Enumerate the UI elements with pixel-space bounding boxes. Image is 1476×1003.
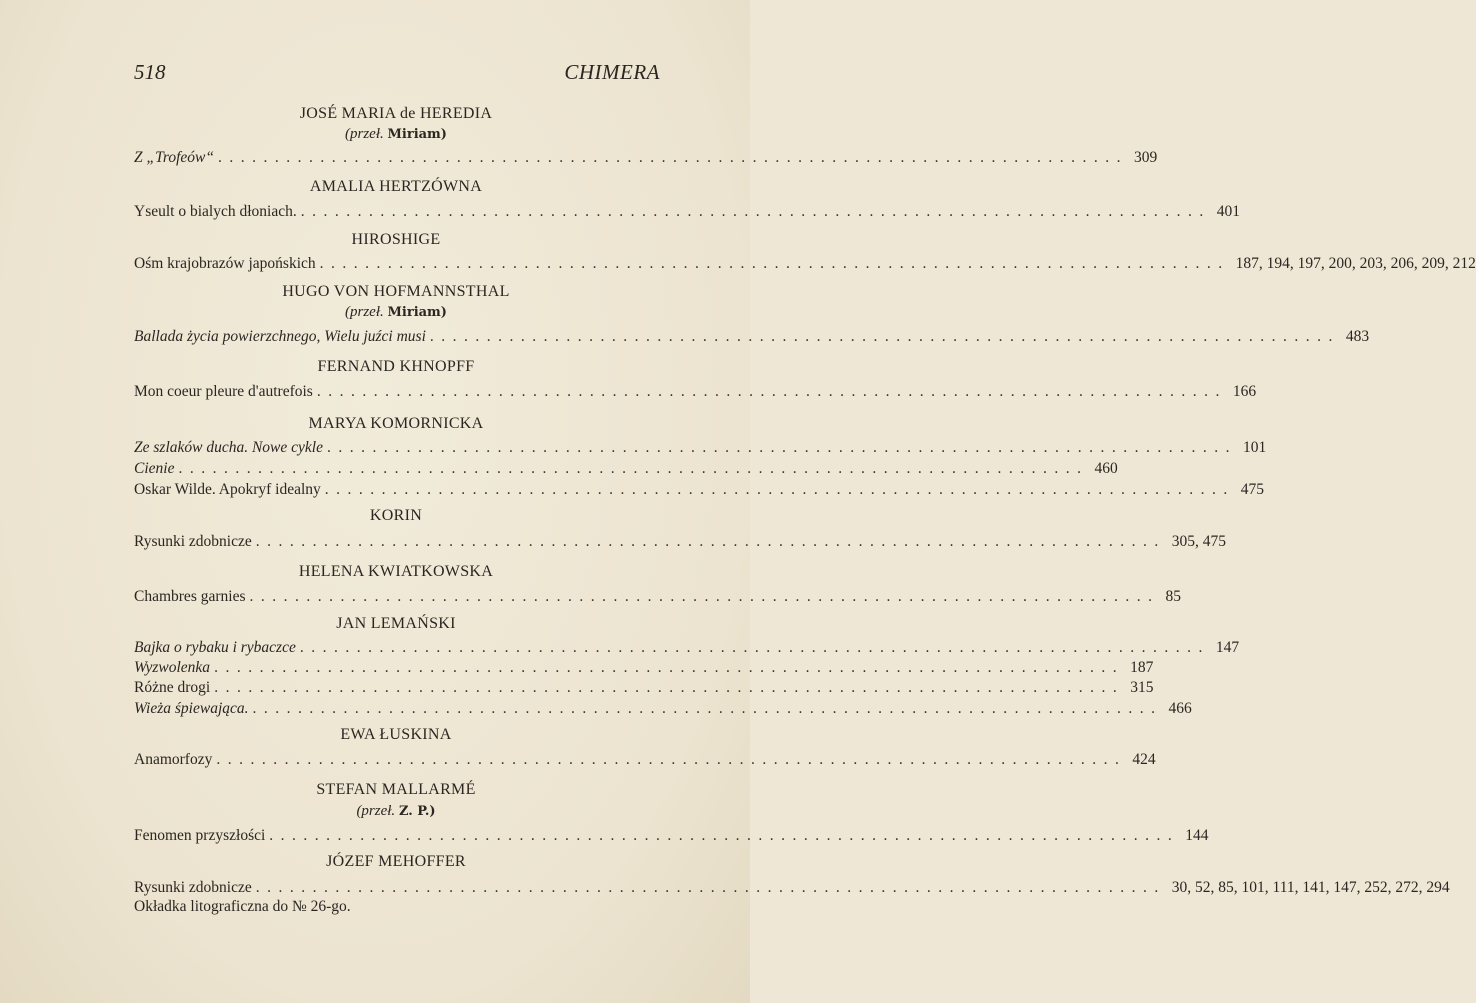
entry-pages: 166	[1232, 383, 1257, 400]
dot-leader: ................................................................................	[324, 481, 1235, 498]
entry-title: Z „Trofeów“	[134, 149, 214, 166]
translator-name: Z. P.)	[398, 804, 436, 819]
dot-leader: ................................................................................	[269, 827, 1180, 844]
index-entry	[134, 382, 1257, 402]
dot-leader: ................................................................................	[252, 700, 1163, 717]
entry-pages: 483	[1345, 328, 1370, 345]
index-entry	[134, 826, 1209, 846]
entry-pages: 401	[1216, 203, 1240, 220]
dot-leader: ................................................................................	[214, 679, 1125, 696]
entry-title: Różne drogi	[134, 679, 211, 696]
author-heading: JAN LEMAŃSKI	[336, 615, 456, 632]
entry-title: Oskar Wilde. Apokryf idealny	[134, 481, 321, 498]
author-heading: AMALIA HERTZÓWNA	[309, 178, 483, 195]
entry-pages: 475	[1240, 481, 1265, 498]
index-entry	[134, 638, 1240, 658]
translator-note	[134, 801, 658, 821]
page-number: 518	[134, 60, 166, 84]
index-entry	[134, 480, 1265, 500]
entry-title: Wieża śpiewająca.	[134, 700, 249, 717]
author-heading: HIROSHIGE	[351, 231, 441, 248]
author-heading: HUGO VON HOFMANNSTHAL	[282, 283, 510, 300]
entry-title: Cienie	[134, 460, 175, 477]
author-heading: HELENA KWIATKOWSKA	[298, 563, 494, 580]
translator-prefix: (przeł.	[345, 126, 384, 142]
dot-leader: ................................................................................	[214, 659, 1125, 676]
running-title: CHIMERA	[564, 60, 660, 84]
author-heading: EWA ŁUSKINA	[340, 726, 452, 743]
entry-pages: 144	[1185, 827, 1209, 844]
entry-pages: 147	[1215, 639, 1240, 656]
entry-title: Rysunki zdobnicze	[134, 533, 252, 550]
author-heading: JÓZEF MEHOFFER	[326, 853, 466, 870]
entry-title: Ze szlaków ducha. Nowe cykle	[134, 439, 323, 456]
dot-leader: ................................................................................	[429, 328, 1340, 345]
translator-note	[134, 124, 658, 144]
index-entry	[134, 459, 1118, 479]
entry-title: Mon coeur pleure d'autrefois	[134, 383, 313, 400]
entry-pages: 101	[1242, 439, 1267, 456]
entry-title: Bajka o rybaku i rybaczce	[134, 639, 296, 656]
entry-pages: 30, 52, 85, 101, 111, 141, 147, 252, 272, 294	[1171, 879, 1450, 896]
entry-pages: 305, 475	[1171, 533, 1227, 550]
index-entry	[134, 897, 658, 917]
index-entry	[134, 202, 1240, 222]
dot-leader: ................................................................................	[319, 255, 1230, 272]
index-entry	[134, 254, 1476, 274]
entry-title: Ballada życia powierzchnego, Wielu juźci musi	[134, 328, 426, 345]
dot-leader: ................................................................................	[255, 879, 1166, 896]
author-heading: FERNAND KHNOPFF	[317, 358, 475, 375]
entry-pages: 460	[1094, 460, 1118, 477]
entry-pages: 187	[1130, 659, 1154, 676]
dot-leader: ................................................................................	[299, 639, 1210, 656]
translator-name: Miriam)	[387, 305, 447, 320]
entry-pages: 85	[1165, 588, 1181, 605]
dot-leader: ................................................................................	[300, 203, 1211, 220]
author-heading: STEFAN MALLARMÉ	[316, 781, 476, 798]
entry-title: Ośm krajobrazów japońskich	[134, 255, 316, 272]
index-entry	[134, 878, 1450, 898]
translator-prefix: (przeł.	[345, 304, 384, 320]
dot-leader: ................................................................................	[255, 533, 1166, 550]
entry-pages: 424	[1132, 751, 1156, 768]
index-entry	[134, 148, 1158, 168]
entry-title: Rysunki zdobnicze	[134, 879, 252, 896]
index-entry	[134, 658, 1154, 678]
entry-pages: 309	[1133, 149, 1158, 166]
dot-leader: ................................................................................	[216, 751, 1127, 768]
entry-title: Anamorfozy	[134, 751, 213, 768]
index-entry	[134, 587, 1181, 607]
dot-leader: ................................................................................	[217, 149, 1128, 166]
dot-leader: ................................................................................	[249, 588, 1160, 605]
index-entry	[134, 438, 1267, 458]
author-heading: JOSÉ MARIA de HEREDIA	[299, 105, 493, 122]
author-heading: KORIN	[369, 507, 423, 524]
dot-leader: ................................................................................	[316, 383, 1227, 400]
entry-title: Chambres garnies	[134, 588, 246, 605]
index-entry	[134, 678, 1154, 698]
dot-leader: ................................................................................	[326, 439, 1237, 456]
index-entry	[134, 532, 1227, 552]
entry-pages: 315	[1130, 679, 1154, 696]
index-entry	[134, 750, 1156, 770]
translator-name: Miriam)	[387, 127, 447, 142]
entry-title: Okładka litograficzna do № 26-go.	[134, 898, 351, 915]
entry-pages: 187, 194, 197, 200, 203, 206, 209, 212	[1235, 255, 1476, 272]
entry-title: Fenomen przyszłości	[134, 827, 266, 844]
author-heading: MARYA KOMORNICKA	[308, 415, 484, 432]
dot-leader: ................................................................................	[178, 460, 1089, 477]
translator-note	[134, 302, 658, 322]
entry-title: Yseult o bialych dłoniach.	[134, 203, 297, 220]
entry-title: Wyzwolenka	[134, 659, 211, 676]
translator-prefix: (przeł.	[356, 803, 396, 819]
index-entry	[134, 699, 1192, 719]
index-entry	[134, 327, 1370, 347]
entry-pages: 466	[1168, 700, 1192, 717]
